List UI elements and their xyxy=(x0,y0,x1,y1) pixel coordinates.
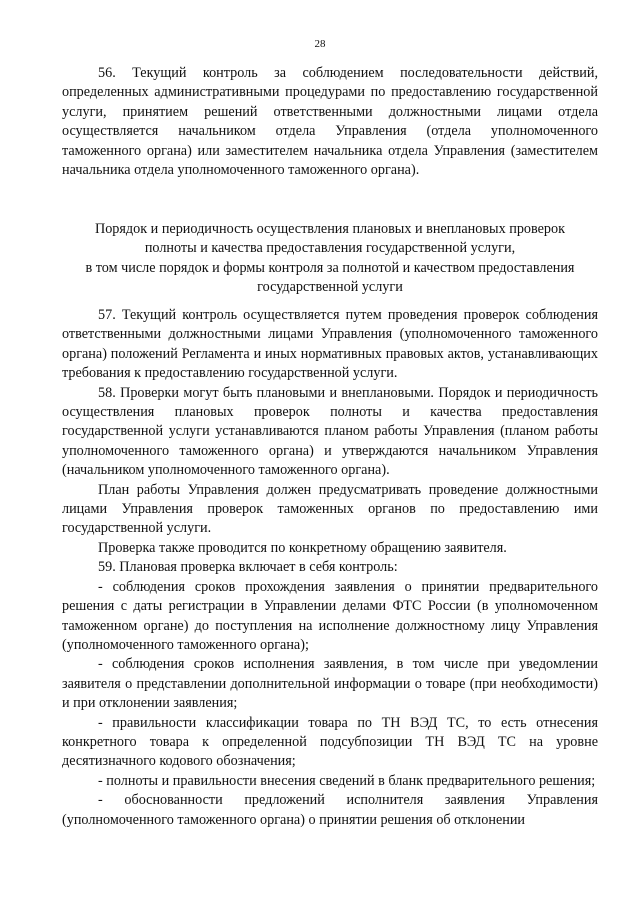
section-inspections xyxy=(62,306,598,830)
list-item: - соблюдения сроков прохождения заявления о принятии предварительного решения с даты регистрации в Управлении делами ФТС России (в уполномоченном таможенном органе) до поступления на исполнение должностному лицу Управления (уполномоченного таможенного органа); xyxy=(62,578,598,653)
section-current-control xyxy=(62,64,598,180)
list-item: - соблюдения сроков исполнения заявления, в том числе при уведомлении заявителя о представлении дополнительной информации о товаре (при необходимости) и при отклонении заявления; xyxy=(62,656,598,712)
heading-line-4: государственной услуги xyxy=(257,279,403,296)
paragraph-56: 56. Текущий контроль за соблюдением последовательности действий, определенных административными процедурами по предоставлению государственной услуги, принятием решений ответственными должностными лицами отдела осуществляется начальником отдела Управления (отдела уполномоченного таможенного органа) или заместителем начальника отдела Управления (заместителем начальника отдела уполномоченного таможенного органа). xyxy=(62,65,598,179)
list-item: - обоснованности предложений исполнителя заявления Управления (уполномоченного таможенного органа) о принятии решения об отклонении xyxy=(62,792,598,828)
heading-line-2: полноты и качества предоставления государственной услуги, xyxy=(144,240,516,257)
heading-line-3: в том числе порядок и формы контроля за полнотой и качеством предоставления xyxy=(85,259,575,276)
paragraph-work-plan: План работы Управления должен предусматривать проведение должностными лицами Управления проверок таможенных органов по предоставлению ими государственной услуги. xyxy=(62,481,598,537)
list-item: - полноты и правильности внесения сведений в бланк предварительного решения; xyxy=(98,772,596,789)
page-number: 28 xyxy=(314,38,326,50)
heading-line-1: Порядок и периодичность осуществления плановых и внеплановых проверок xyxy=(94,221,566,237)
section-heading xyxy=(58,220,602,298)
paragraph-58: 58. Проверки могут быть плановыми и внеплановыми. Порядок и периодичность осуществления плановых проверок полноты и качества предоставления государственной услуги устанавливаются планом работы Управления (планом работы уполномоченного таможенного органа) и утверждаются начальником Управления (начальником уполномоченного таможенного органа). xyxy=(62,384,598,479)
list-item: - правильности классификации товара по ТН ВЭД ТС, то есть отнесения конкретного товара к определенной подсубпозиции ТН ВЭД ТС на уровне десятизначного кодового обозначения; xyxy=(62,714,598,770)
paragraph-complaint-check: Проверка также проводится по конкретному обращению заявителя. xyxy=(98,539,507,556)
paragraph-57: 57. Текущий контроль осуществляется путем проведения проверок соблюдения ответственными должностными лицами Управления (уполномоченного таможенного органа) положений Регламента и иных нормативных правовых актов, устанавливающих требования к предоставлению государственной услуги. xyxy=(62,307,598,382)
paragraph-59: 59. Плановая проверка включает в себя контроль: xyxy=(98,559,398,576)
